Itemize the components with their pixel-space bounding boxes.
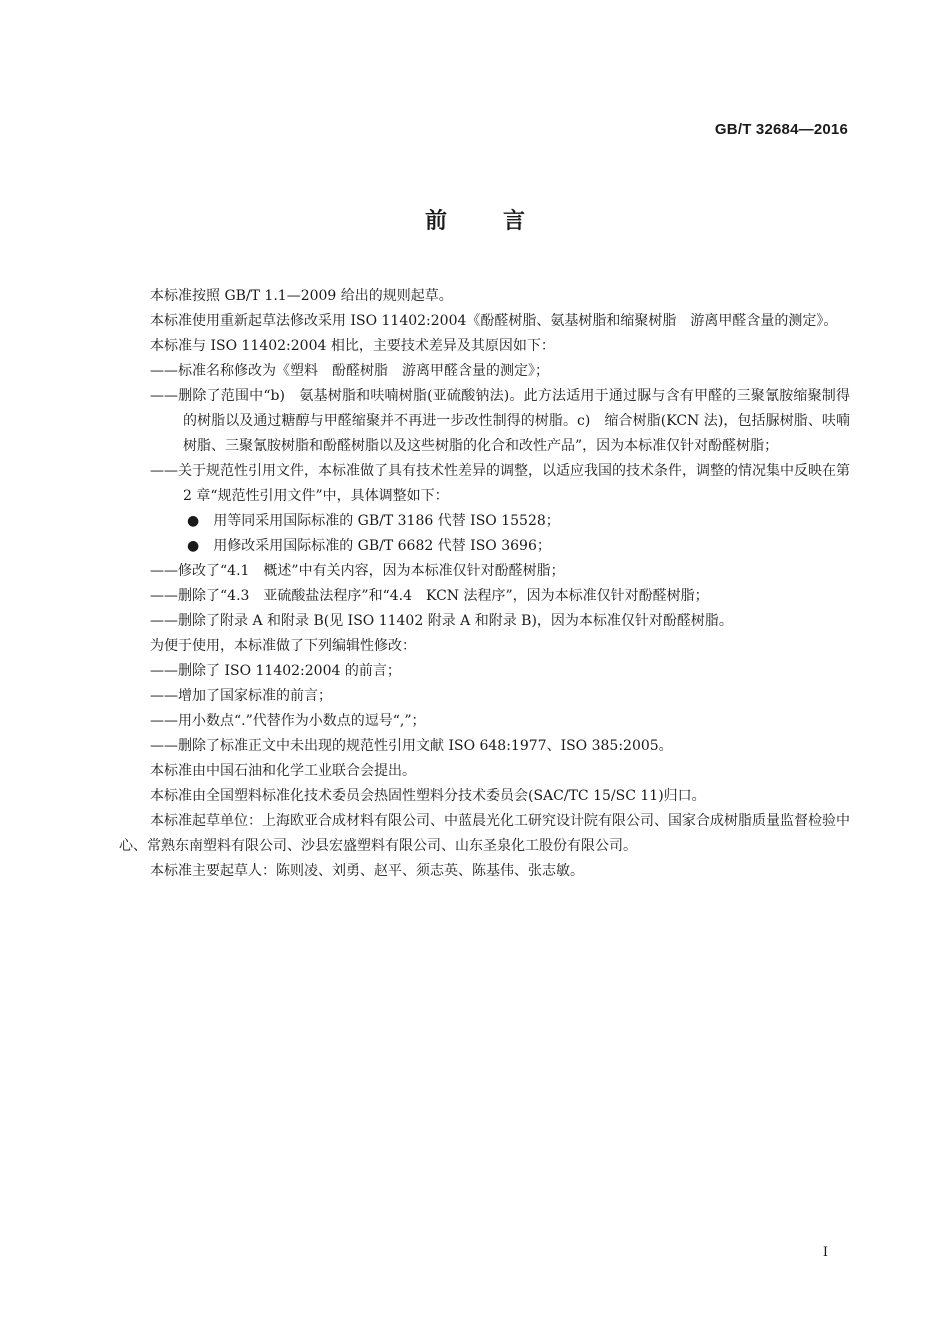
bullet-item-gbt3186: ● 用等同采用国际标准的 GB/T 3186 代替 ISO 15528； bbox=[187, 513, 560, 529]
list-item-scope-deletion: ——删除了范围中“b) 氨基树脂和呋喃树脂(亚硫酸钠法)。此方法适用于通过脲与含有甲醛的三聚氰胺缩聚制得的树脂以及通过糖醇与甲醛缩聚并不再进一步改性制得的树脂。c) 缩合树脂(KCN 法)，包括脲树脂、呋喃树脂、三聚氰胺树脂和酚醛树脂以及这些树脂的化合和改性产品”，因为本标准仅针对酚醛树脂； bbox=[150, 388, 850, 454]
page-number: I bbox=[822, 1245, 828, 1260]
list-item-foreword-deletion: ——删除了 ISO 11402:2004 的前言； bbox=[150, 663, 401, 679]
standard-code: GB/T 32684—2016 bbox=[714, 121, 848, 138]
list-item-annex-deletion: ——删除了附录 A 和附录 B(见 ISO 11402 附录 A 和附录 B)，因为本标准仅针对酚醛树脂。 bbox=[150, 613, 733, 629]
paragraph-drafting-rules: 本标准按照 GB/T 1.1—2009 给出的规则起草。 bbox=[150, 288, 453, 304]
list-item-references-deletion: ——删除了标准正文中未出现的规范性引用文献 ISO 648:1977、ISO 385:2005。 bbox=[150, 738, 673, 754]
list-item-overview-change: ——修改了“4.1 概述”中有关内容，因为本标准仅针对酚醛树脂； bbox=[150, 563, 565, 579]
list-item-procedure-deletion: ——删除了“4.3 亚硫酸盐法程序”和“4.4 KCN 法程序”，因为本标准仅针对酚醛树脂； bbox=[150, 588, 709, 604]
paragraph-drafters: 本标准主要起草人：陈则凌、刘勇、赵平、须志英、陈基伟、张志敏。 bbox=[150, 863, 584, 879]
foreword-body bbox=[119, 284, 850, 884]
paragraph-adoption: 本标准使用重新起草法修改采用 ISO 11402:2004《酚醛树脂、氨基树脂和缩聚树脂 游离甲醛含量的测定》。 bbox=[150, 313, 838, 329]
paragraph-committee: 本标准由全国塑料标准化技术委员会热固性塑料分技术委员会(SAC/TC 15/SC 11)归口。 bbox=[150, 788, 706, 804]
list-item-title-change: ——标准名称修改为《塑料 酚醛树脂 游离甲醛含量的测定》； bbox=[150, 363, 549, 379]
list-item-foreword-added: ——增加了国家标准的前言； bbox=[150, 688, 332, 704]
paragraph-proposer: 本标准由中国石油和化学工业联合会提出。 bbox=[150, 763, 416, 779]
paragraph-drafting-units: 本标准起草单位：上海欧亚合成材料有限公司、中蓝晨光化工研究设计院有限公司、国家合成树脂质量监督检验中心、常熟东南塑料有限公司、沙县宏盛塑料有限公司、山东圣泉化工股份有限公司。 bbox=[119, 813, 850, 854]
paragraph-differences-intro: 本标准与 ISO 11402:2004 相比，主要技术差异及其原因如下： bbox=[150, 338, 555, 354]
page-title: 前言 bbox=[424, 209, 581, 234]
list-item-normative-references: ——关于规范性引用文件，本标准做了具有技术性差异的调整，以适应我国的技术条件，调整的情况集中反映在第 2 章“规范性引用文件”中，具体调整如下： bbox=[150, 463, 850, 504]
list-item-decimal-point: ——用小数点“.”代替作为小数点的逗号“,”； bbox=[150, 713, 426, 729]
bullet-item-gbt6682: ● 用修改采用国际标准的 GB/T 6682 代替 ISO 3696； bbox=[187, 538, 551, 554]
paragraph-editorial-intro: 为便于使用，本标准做了下列编辑性修改： bbox=[150, 638, 416, 654]
